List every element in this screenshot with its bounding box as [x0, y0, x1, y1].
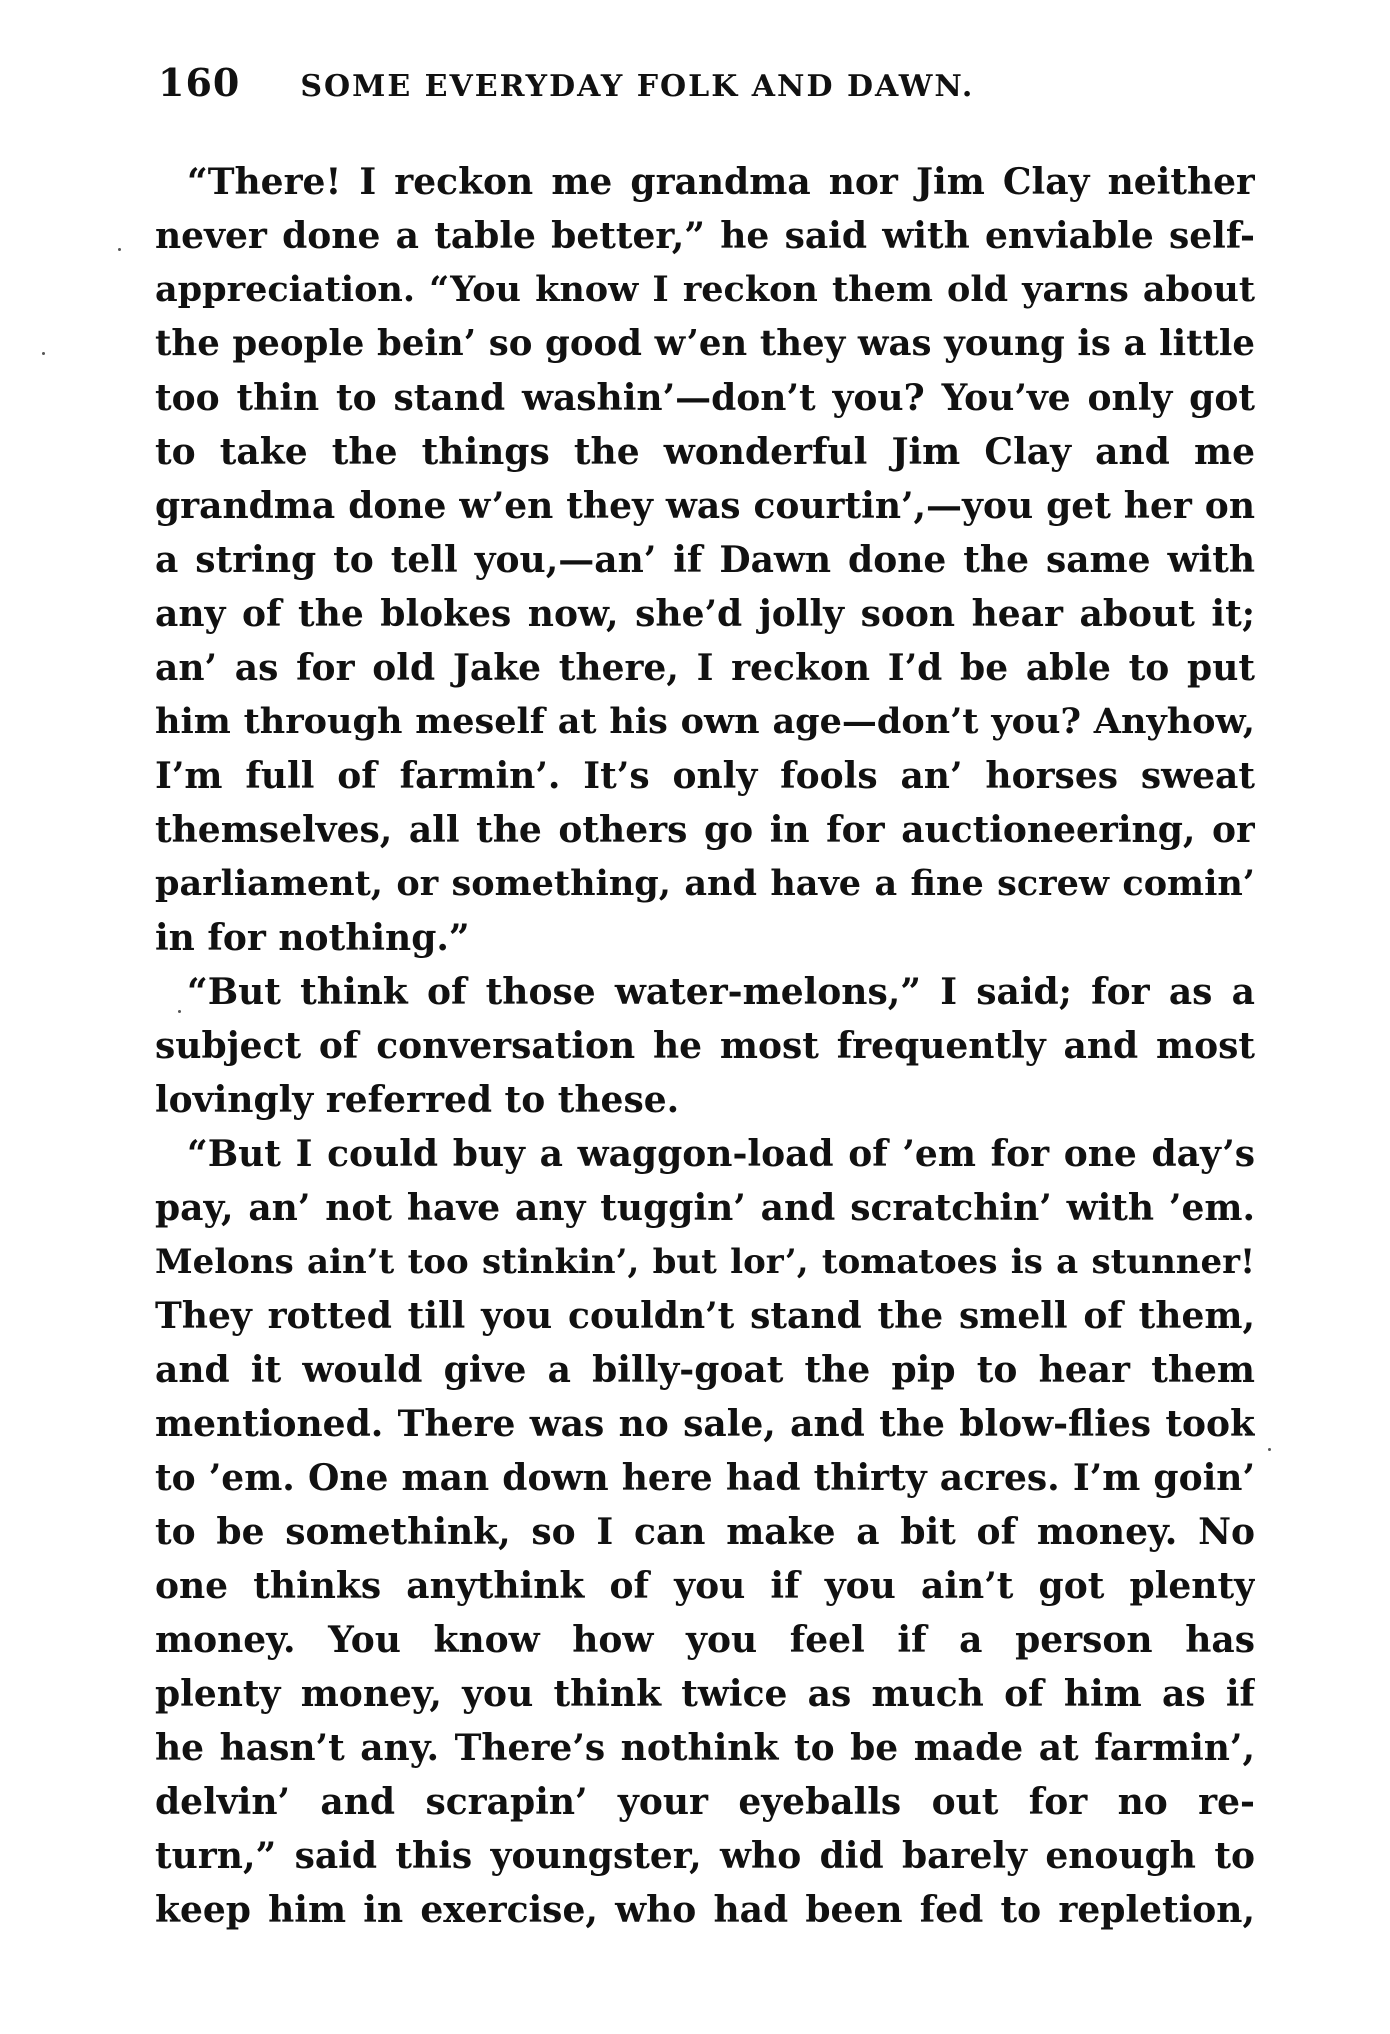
text-line: too thin to stand washin’—don’t you? You’ve only got [155, 377, 1255, 419]
text-line: “There! I reckon me grandma nor Jim Clay neither [187, 161, 1255, 203]
text-line: lovingly referred to these. [155, 1079, 680, 1121]
text-line: him through meself at his own age—don’t you? Anyhow, [155, 701, 1255, 742]
text-line: any of the blokes now, she’d jolly soon hear about it; [155, 593, 1255, 635]
text-line: “But think of those water-melons,” I said; for as a [187, 971, 1255, 1013]
text-line: parliament, or something, and have a fine screw comin’ [155, 863, 1255, 904]
text-line: pay, an’ not have any tuggin’ and scratchin’ with ’em. [155, 1187, 1255, 1229]
text-line: mentioned. There was no sale, and the blow-flies took [155, 1403, 1255, 1445]
text-line: They rotted till you couldn’t stand the smell of them, [155, 1295, 1255, 1337]
text-line: appreciation. “You know I reckon them old yarns about [155, 269, 1255, 310]
paper-speck [42, 352, 45, 355]
text-line: Melons ain’t too stinkin’, but lor’, tomatoes is a stunner! [155, 1242, 1255, 1282]
text-line: themselves, all the others go in for auctioneering, or [155, 809, 1255, 851]
body-text [155, 155, 1255, 1937]
text-line: never done a table better,” he said with enviable self- [155, 215, 1255, 257]
text-line: one thinks anythink of you if you ain’t got plenty [155, 1565, 1255, 1607]
text-line: a string to tell you,—an’ if Dawn done the same with [155, 539, 1255, 581]
paper-speck [178, 1010, 181, 1013]
text-line: to take the things the wonderful Jim Clay and me [155, 431, 1255, 473]
text-line: in for nothing.” [155, 917, 470, 959]
running-title: SOME EVERYDAY FOLK AND DAWN. [300, 69, 975, 104]
text-line: I’m full of farmin’. It’s only fools an’ horses sweat [155, 755, 1255, 797]
text-line: money. You know how you feel if a person has [155, 1619, 1255, 1661]
paper-speck [1268, 1448, 1271, 1451]
text-line: and it would give a billy-goat the pip to hear them [155, 1349, 1255, 1391]
text-line: delvin’ and scrapin’ your eyeballs out for no re- [155, 1781, 1255, 1823]
text-line: to be somethink, so I can make a bit of money. No [155, 1511, 1255, 1553]
text-line: to ’em. One man down here had thirty acres. I’m goin’ [155, 1457, 1255, 1499]
text-line: turn,” said this youngster, who did barely enough to [155, 1835, 1255, 1877]
text-line: the people bein’ so good w’en they was young is a little [155, 323, 1255, 364]
text-line: plenty money, you think twice as much of him as if [155, 1673, 1255, 1715]
running-head [158, 60, 1258, 120]
page-number: 160 [158, 60, 241, 105]
text-line: he hasn’t any. There’s nothink to be made at farmin’, [155, 1727, 1255, 1769]
text-line: “But I could buy a waggon-load of ’em for one day’s [187, 1133, 1255, 1175]
paper-speck [118, 248, 121, 251]
text-line: subject of conversation he most frequently and most [155, 1025, 1255, 1067]
text-line: grandma done w’en they was courtin’,—you get her on [155, 485, 1255, 527]
text-line: an’ as for old Jake there, I reckon I’d be able to put [155, 647, 1255, 689]
text-line: keep him in exercise, who had been fed to repletion, [155, 1889, 1255, 1931]
